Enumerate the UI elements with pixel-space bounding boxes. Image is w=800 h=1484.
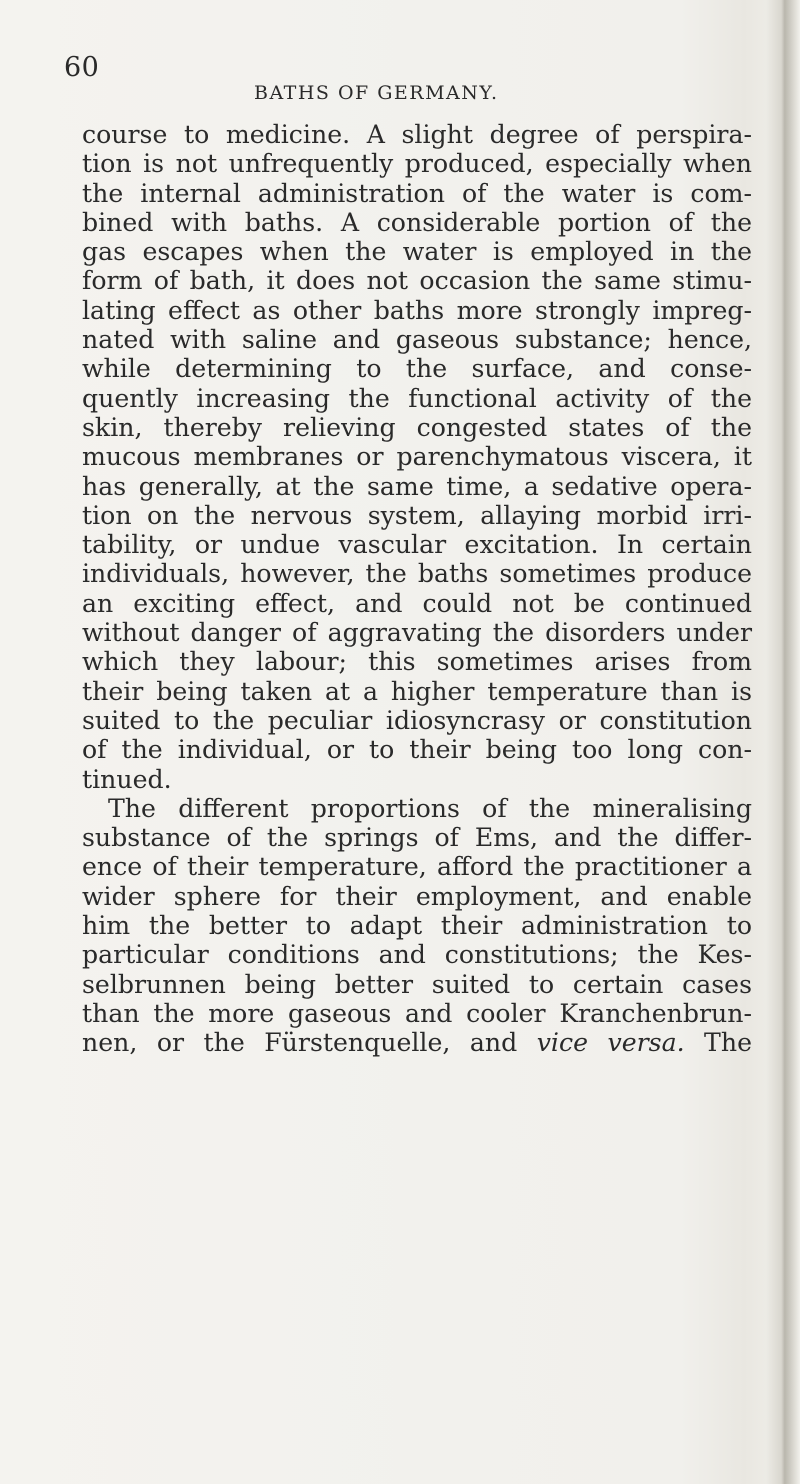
text-line: course to medicine. A slight degree of perspira- <box>82 120 752 149</box>
text-line: an exciting effect, and could not be continued <box>82 588 752 618</box>
text-line: wider sphere for their employment, and enable <box>82 881 752 911</box>
text-line: form of bath, it does not occasion the same stimu- <box>82 266 752 296</box>
text-line: substance of the springs of Ems, and the differ- <box>82 823 752 853</box>
text-line: nated with saline and gaseous substance; hence, <box>82 325 752 355</box>
text-line: tion on the nervous system, allaying morbid irri- <box>82 500 752 530</box>
text-line: while determining to the surface, and conse- <box>82 354 752 384</box>
text-line: selbrunnen being better suited to certain cases <box>82 969 752 999</box>
text-line: quently increasing the functional activity of the <box>82 383 752 413</box>
text-line: skin, thereby relieving congested states of the <box>82 412 752 442</box>
page-binding-edge <box>766 0 800 1484</box>
text-line: their being taken at a higher temperature than is <box>82 676 752 706</box>
text-line: suited to the peculiar idiosyncrasy or constitution <box>82 705 752 735</box>
text-line: gas escapes when the water is employed in the <box>82 237 752 267</box>
text-line-last <box>82 1028 752 1057</box>
text-line: ence of their temperature, afford the practitioner a <box>82 852 752 882</box>
text-line: which they labour; this sometimes arises from <box>82 647 752 677</box>
paragraph-first-line: The different proportions of the mineralising <box>108 793 752 823</box>
text-line: than the more gaseous and cooler Kranchenbrun- <box>82 998 752 1028</box>
text-line: has generally, at the same time, a sedative opera- <box>82 471 752 501</box>
text-line: without danger of aggravating the disorders under <box>82 618 752 648</box>
page-number: 60 <box>64 52 100 83</box>
text-segment: The <box>684 1028 752 1058</box>
body-text <box>82 120 752 1058</box>
text-line: individuals, however, the baths sometimes produce <box>82 559 752 589</box>
text-line: bined with baths. A considerable portion of the <box>82 207 752 237</box>
text-line: him the better to adapt their administration to <box>82 911 752 941</box>
text-line: lating effect as other baths more strongly impreg- <box>82 295 752 325</box>
text-line: particular conditions and constitutions; the Kes- <box>82 940 752 970</box>
running-head: BATHS OF GERMANY. <box>254 82 499 104</box>
text-segment: nen, or the Fürstenquelle, and <box>82 1028 537 1058</box>
text-line: tability, or undue vascular excitation. In certain <box>82 530 752 560</box>
italic-phrase: vice versa. <box>536 1028 685 1058</box>
text-line: mucous membranes or parenchymatous viscera, it <box>82 442 752 472</box>
text-line: tion is not unfrequently produced, especially when <box>82 149 752 179</box>
text-line: of the individual, or to their being too long con- <box>82 735 752 765</box>
text-line: tinued. <box>82 764 172 794</box>
text-line: the internal administration of the water is com- <box>82 178 752 208</box>
